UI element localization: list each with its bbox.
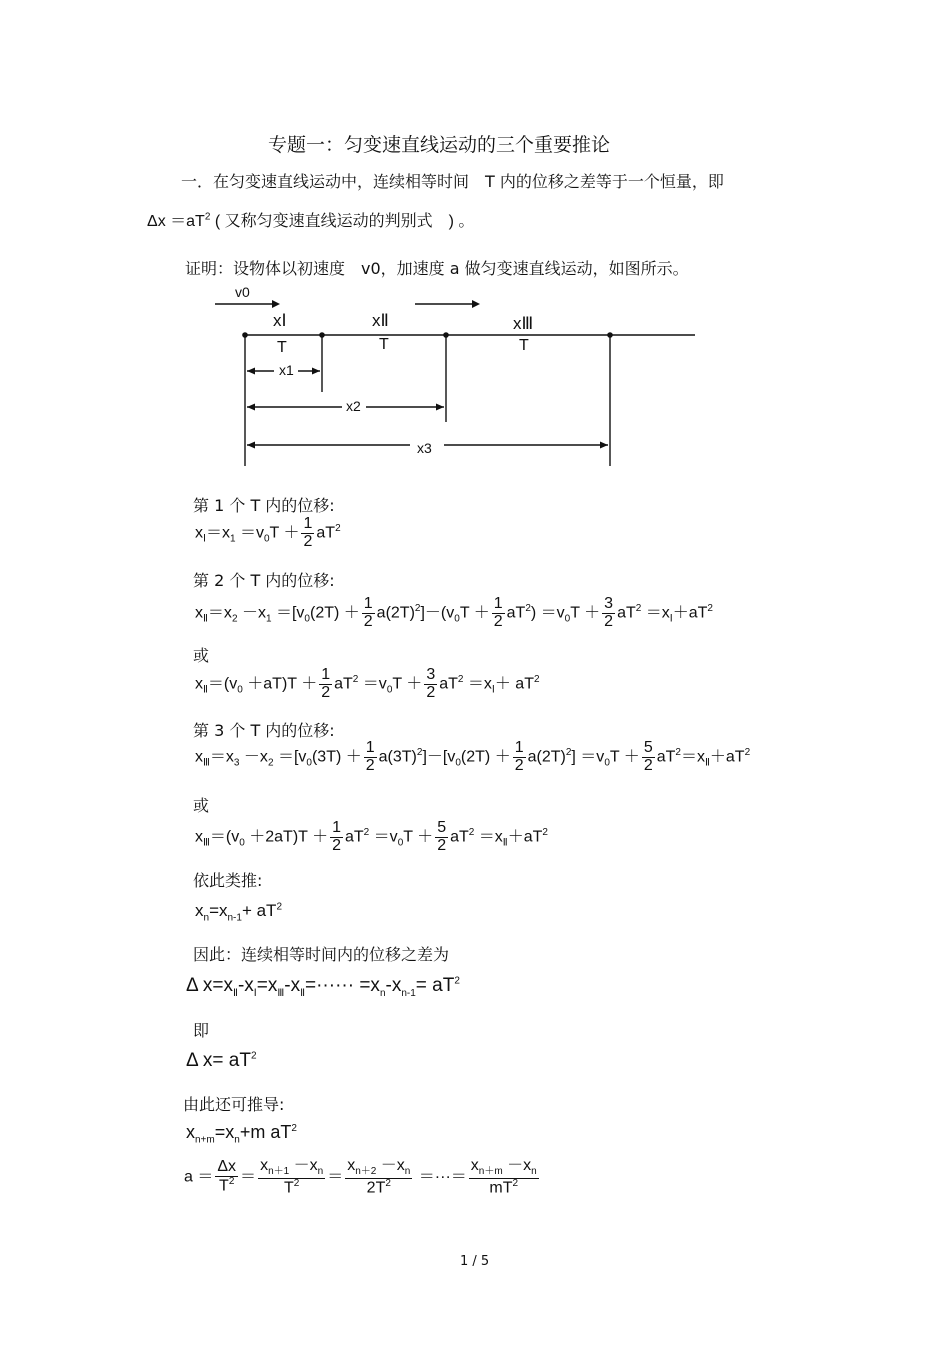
step2-alt-equation: $x_Ⅱ=(v_0 +aT)T$ ＋ $\frac{1}{2}$ $aT^2 =v_0T$ ＋ $\frac{3}{2}$ $aT^2 =x_Ⅰ+ aT^2$	[195, 666, 540, 701]
infer-label: 依此类推:	[193, 871, 263, 890]
general-equation: $x_n=x_{n-1}+ aT^2$	[195, 901, 283, 924]
step3-alt-equation: $x_Ⅲ=(v_0 +2aT)T$ ＋ $\frac{1}{2}$ $aT^2 =v_0T$ ＋ $\frac{5}{2}$ $aT^2 =x_Ⅱ+aT^2$	[195, 819, 548, 854]
ji-label: 即	[193, 1021, 210, 1040]
section1-line1: 一．在匀变速直线运动中，连续相等时间 T 内的位移之差等于一个恒量，即	[181, 172, 724, 191]
label-xI: xⅠ	[273, 311, 287, 330]
label-xII: xⅡ	[372, 311, 389, 330]
further-label: 由此还可推导:	[183, 1095, 285, 1114]
label-xIII: xⅢ	[513, 314, 534, 333]
step2-equation: $x_Ⅱ=x_2 -x_1 =[v_0(2T)$ ＋ $\frac{1}{2}$ $a(2T)^2]-(v_0T$ ＋ $\frac{1}{2}$ $aT^2) =v_0T$ ＋ $\frac{3}{2}$ $aT^2 =x_Ⅰ+aT^2$	[195, 595, 713, 630]
or-label-2: 或	[193, 796, 210, 815]
step2-label: 第 2 个 T 内的位移:	[193, 571, 335, 590]
label-T1: T	[277, 339, 287, 356]
label-x2: x2	[346, 398, 361, 414]
step3-label: 第 3 个 T 内的位移:	[193, 721, 335, 740]
label-x1: x1	[279, 362, 294, 378]
or-label-1: 或	[193, 646, 210, 665]
proof-intro: 证明：设物体以初速度 v0，加速度 a 做匀变速直线运动，如图所示。	[185, 259, 689, 278]
step3-equation: $x_Ⅲ=x_3 -x_2 =[v_0(3T)$ ＋ $\frac{1}{2}$ $a(3T)^2]-[v_0(2T)$ ＋ $\frac{1}{2}$ $a(2T)^2] =v_0T$ ＋ $\frac{5}{2}$ $aT^2=x_Ⅱ+aT^2$	[195, 739, 751, 774]
delta-result: Δ $x= aT^2$	[186, 1050, 257, 1071]
page-title: 专题一：匀变速直线运动的三个重要推论	[268, 134, 611, 156]
xnm-equation: $x_{n+m}=x_n+m$ $aT^2$	[186, 1122, 297, 1146]
discriminant-formula: $\Delta x =aT^2$ ( 又称匀变速直线运动的判别式 ) 。	[147, 211, 475, 230]
therefore-label: 因此：连续相等时间内的位移之差为	[193, 945, 450, 964]
step1-label: 第 1 个 T 内的位移:	[193, 496, 335, 515]
label-T3: T	[519, 337, 529, 354]
discriminant-lhs: Δx ＝aT	[147, 213, 205, 230]
label-x3: x3	[417, 440, 432, 456]
label-v0: v0	[235, 284, 250, 300]
label-T2: T	[379, 336, 389, 353]
step1-equation: $x_Ⅰ=x_1 =v_0T$ ＋ $\frac{1}{2}$ $aT^2$	[195, 515, 341, 550]
discriminant-note: ( 又称匀变速直线运动的判别式 ) 。	[214, 213, 475, 230]
difference-chain: Δ $x=x_Ⅱ-x_Ⅰ=x_Ⅲ-x_Ⅱ=\cdot\cdot\cdot\cdot\cdot\cdot =x_n-x_{n-1}= aT^2$	[186, 975, 460, 999]
acceleration-equation: a ＝ $\frac{\Delta x}{T^2}$ ＝ $\frac{x_{n+1} -x_n}{T^2}$ ＝ $\frac{x_{n+2} -x_n}{2T^2}$ ＝···＝ $\frac{x_{n+m} -x_n}{mT^2}$	[184, 1157, 537, 1197]
page-number: 1 / 5	[460, 1254, 490, 1269]
displacement-diagram	[200, 280, 710, 475]
